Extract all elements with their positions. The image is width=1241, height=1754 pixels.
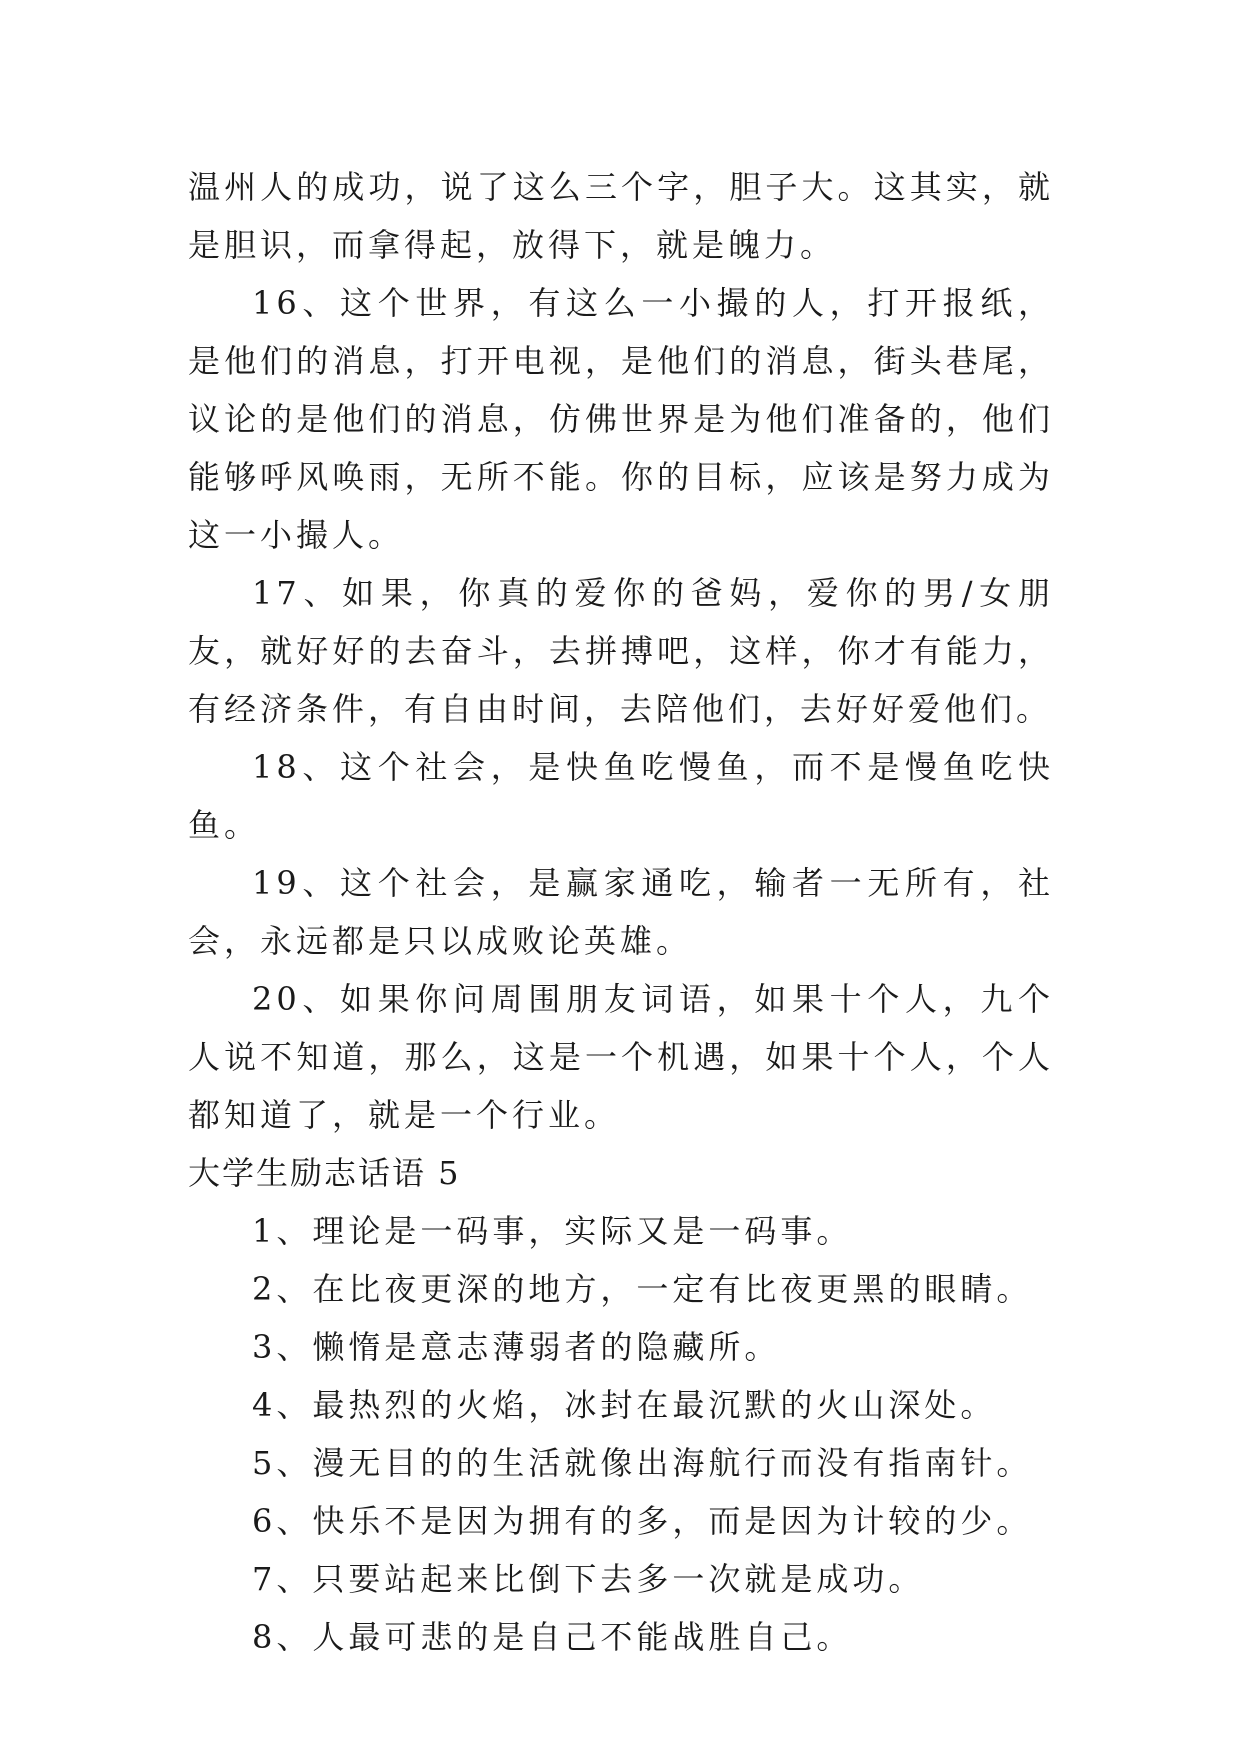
list-item-2: 2、在比夜更深的地方，一定有比夜更黑的眼睛。 [252,1270,1033,1308]
numbered-paragraph-18: 18、这个社会，是快鱼吃慢鱼，而不是慢鱼吃快鱼。 [188,748,1054,844]
numbered-paragraph-19: 19、这个社会，是赢家通吃，输者一无所有，社会，永远都是只以成败论英雄。 [188,864,1054,960]
numbered-paragraph-17: 17、如果，你真的爱你的爸妈，爱你的男/女朋友，就好好的去奋斗，去拼搏吧，这样，你才有能力，有经济条件，有自由时间，去陪他们，去好好爱他们。 [188,574,1054,728]
list-item-4: 4、最热烈的火焰，冰封在最沉默的火山深处。 [252,1386,997,1424]
list-item-5: 5、漫无目的的生活就像出海航行而没有指南针。 [252,1444,1033,1482]
numbered-paragraph-16: 16、这个世界，有这么一小撮的人，打开报纸，是他们的消息，打开电视，是他们的消息，街头巷尾，议论的是他们的消息，仿佛世界是为他们准备的，他们能够呼风唤雨，无所不能。你的目标，应该是努力成为这一小撮人。 [188,284,1054,554]
list-item-3: 3、懒惰是意志薄弱者的隐藏所。 [252,1328,781,1366]
list-item-6: 6、快乐不是因为拥有的多，而是因为计较的少。 [252,1502,1033,1540]
list-item-1: 1、理论是一码事，实际又是一码事。 [252,1212,853,1250]
document-page [188,158,1054,1666]
numbered-paragraph-20: 20、如果你问周围朋友词语，如果十个人，九个人说不知道，那么，这是一个机遇，如果十个人，个人都知道了，就是一个行业。 [188,980,1054,1134]
list-item-7: 7、只要站起来比倒下去多一次就是成功。 [252,1560,925,1598]
list-item-8: 8、人最可悲的是自己不能战胜自己。 [252,1618,853,1656]
intro-paragraph: 温州人的成功，说了这么三个字，胆子大。这其实，就是胆识，而拿得起，放得下，就是魄力。 [188,168,1054,264]
section-heading: 大学生励志话语 5 [188,1154,461,1192]
